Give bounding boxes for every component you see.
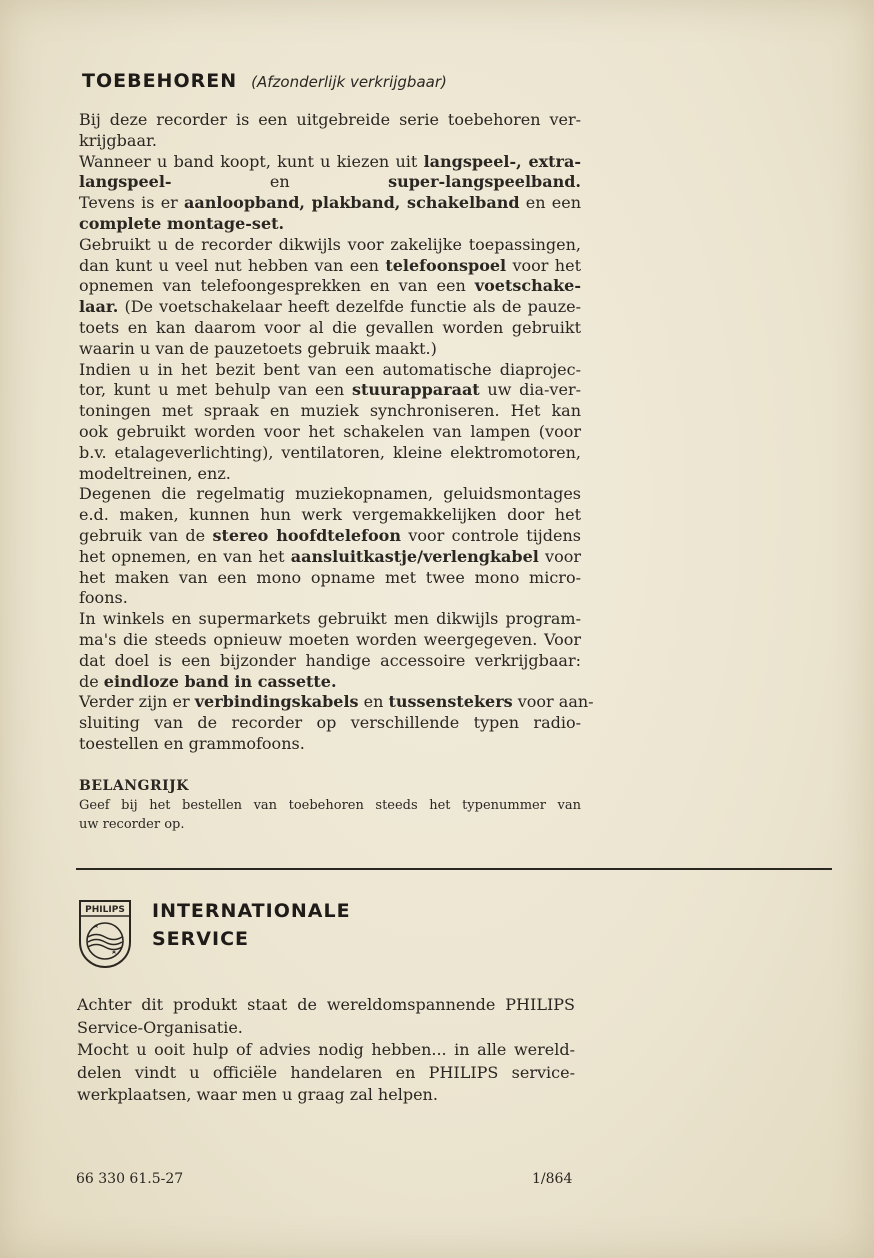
service-title-line: INTERNATIONALE bbox=[152, 900, 351, 922]
accessories-body-text bbox=[79, 110, 594, 755]
text-run: Degenen die regelmatig muziekopnamen, geluidsmontages bbox=[79, 484, 581, 504]
bold-term: stereo hoofdtelefoon bbox=[212, 525, 401, 545]
bold-term: super-langspeelband. bbox=[388, 172, 581, 192]
service-line: Achter dit produkt staat de wereldomspannende PHILIPS bbox=[77, 995, 575, 1014]
text-run: toningen met spraak en muziek synchroniseren. Het kan bbox=[79, 401, 581, 421]
section-title: TOEBEHOREN bbox=[82, 70, 238, 92]
bold-term: tussenstekers bbox=[388, 692, 513, 712]
text-run: opnemen van telefoongesprekken en van een bbox=[79, 276, 475, 296]
important-note-line: Geef bij het bestellen van toebehoren steeds het typenummer van bbox=[79, 798, 581, 813]
text-run: (De voetschakelaar heeft dezelfde functie als de pauze- bbox=[118, 297, 581, 317]
body-line bbox=[79, 380, 581, 401]
body-line bbox=[79, 214, 581, 235]
text-run: e.d. maken, kunnen hun werk vergemakkelijken door het bbox=[79, 505, 581, 525]
bold-term: telefoonspoel bbox=[385, 255, 507, 275]
body-line bbox=[79, 131, 581, 152]
bold-term: eindloze band in cassette. bbox=[103, 671, 337, 691]
body-line bbox=[79, 401, 581, 422]
bold-term: voetschake- bbox=[474, 276, 581, 296]
text-run: dat doel is een bijzonder handige accessoire verkrijgbaar: bbox=[79, 650, 581, 670]
body-line bbox=[79, 526, 581, 547]
text-run: het opnemen, en van het bbox=[79, 546, 291, 566]
important-note-line: uw recorder op. bbox=[79, 817, 185, 832]
section-divider bbox=[76, 868, 832, 870]
service-line: delen vindt u officiële handelaren en PHILIPS service- bbox=[77, 1062, 575, 1082]
body-line bbox=[79, 110, 581, 131]
text-run: Wanneer u band koopt, kunt u kiezen uit bbox=[79, 151, 424, 171]
text-run: toets en kan daarom voor al die gevallen worden gebruikt bbox=[79, 317, 581, 337]
body-line bbox=[79, 297, 581, 318]
text-run: Tevens is er bbox=[79, 193, 185, 213]
body-line bbox=[79, 193, 581, 214]
text-run: toestellen en grammofoons. bbox=[79, 733, 305, 753]
text-run: tor, kunt u met behulp van een bbox=[79, 380, 352, 400]
text-run: krijgbaar. bbox=[79, 130, 157, 150]
bold-term: langspeel- bbox=[79, 172, 172, 192]
service-title bbox=[152, 897, 351, 953]
bold-term: complete montage-set. bbox=[79, 213, 285, 233]
text-run: het maken van een mono opname met twee mono micro- bbox=[79, 567, 581, 587]
body-line bbox=[79, 588, 581, 609]
logo-brand-text: PHILIPS bbox=[85, 905, 125, 915]
text-run: modeltreinen, enz. bbox=[79, 463, 231, 483]
body-line bbox=[79, 360, 581, 381]
text-run: waarin u van de pauzetoets gebruik maakt.) bbox=[79, 338, 437, 358]
bold-term: stuurapparaat bbox=[351, 380, 480, 400]
body-line bbox=[79, 235, 581, 256]
text-run: en een bbox=[519, 193, 581, 213]
body-line bbox=[79, 276, 581, 297]
section-subtitle: (Afzonderlijk verkrijgbaar) bbox=[251, 73, 447, 91]
body-line bbox=[79, 713, 581, 734]
body-line bbox=[79, 422, 581, 443]
body-line bbox=[79, 734, 581, 755]
body-line bbox=[79, 172, 581, 193]
service-line: Service-Organisatie. bbox=[77, 1017, 243, 1037]
important-note-title: BELANGRIJK bbox=[79, 778, 189, 794]
text-run: voor aan- bbox=[512, 692, 594, 712]
text-run: en bbox=[171, 172, 389, 192]
text-run: foons. bbox=[79, 588, 128, 608]
body-line bbox=[79, 630, 581, 651]
body-line bbox=[79, 672, 581, 693]
bold-term: langspeel-, extra- bbox=[423, 151, 581, 171]
text-run: Indien u in het bezit bent van een automatische diaprojec- bbox=[79, 359, 581, 379]
text-run: dan kunt u veel nut hebben van een bbox=[79, 255, 386, 275]
text-run: ma's die steeds opnieuw moeten worden weergegeven. Voor bbox=[79, 629, 581, 649]
text-run: ook gebruikt worden voor het schakelen van lampen (voor bbox=[79, 421, 581, 441]
section-heading bbox=[82, 70, 447, 92]
body-line bbox=[79, 443, 581, 464]
service-body-text bbox=[77, 994, 575, 1107]
body-line bbox=[79, 692, 594, 713]
text-run: b.v. etalageverlichting), ventilatoren, kleine elektromotoren, bbox=[79, 442, 581, 462]
bold-term: verbindingskabels bbox=[194, 692, 359, 712]
document-code: 66 330 61.5-27 bbox=[76, 1171, 184, 1187]
body-line bbox=[79, 651, 581, 672]
text-run: sluiting van de recorder op verschillende typen radio- bbox=[79, 713, 581, 733]
bold-term: laar. bbox=[79, 297, 119, 317]
philips-shield-icon bbox=[77, 898, 133, 970]
service-title-line: SERVICE bbox=[152, 928, 249, 950]
text-run: uw dia-ver- bbox=[479, 380, 581, 400]
bold-term: aanloopband, plakband, schakelband bbox=[184, 193, 520, 213]
body-line bbox=[79, 318, 581, 339]
body-line bbox=[79, 484, 581, 505]
text-run: Verder zijn er bbox=[79, 692, 195, 712]
body-line bbox=[79, 256, 581, 277]
text-run: voor controle tijdens bbox=[400, 525, 581, 545]
text-run: In winkels en supermarkets gebruikt men dikwijls program- bbox=[79, 609, 581, 629]
body-line bbox=[79, 568, 581, 589]
print-code: 1/864 bbox=[532, 1171, 573, 1187]
bold-term: aansluitkastje/verlengkabel bbox=[290, 546, 539, 566]
body-line bbox=[79, 152, 581, 173]
text-run: voor het bbox=[506, 255, 582, 275]
text-run: Gebruikt u de recorder dikwijls voor zakelijke toepassingen, bbox=[79, 234, 581, 254]
text-run: en bbox=[358, 692, 389, 712]
service-line: werkplaatsen, waar men u graag zal helpen. bbox=[77, 1085, 438, 1104]
body-line bbox=[79, 339, 581, 360]
body-line bbox=[79, 464, 581, 485]
body-line bbox=[79, 609, 581, 630]
text-run: voor bbox=[538, 546, 581, 566]
body-line bbox=[79, 547, 581, 568]
important-note bbox=[79, 776, 581, 834]
text-run: de bbox=[79, 671, 104, 691]
service-line: Mocht u ooit hulp of advies nodig hebben... in alle wereld- bbox=[77, 1040, 575, 1059]
text-run: Bij deze recorder is een uitgebreide serie toebehoren ver- bbox=[79, 110, 581, 129]
text-run: gebruik van de bbox=[79, 525, 213, 545]
body-line bbox=[79, 505, 581, 526]
